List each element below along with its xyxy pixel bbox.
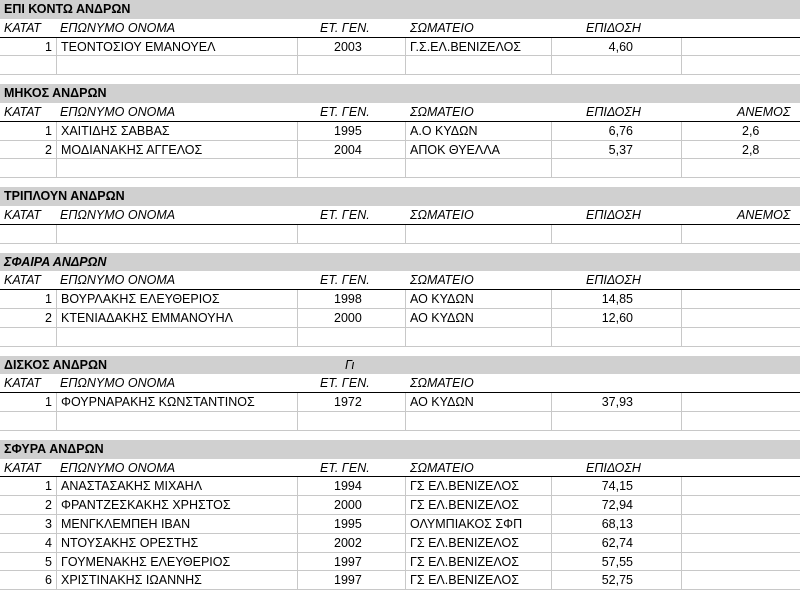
empty-row [0,159,800,178]
table-row [0,122,800,141]
header-performance: ΕΠΙΔΟΣΗ [586,104,641,119]
header-wind: ΑΝΕΜΟΣ [737,207,791,222]
section-gap [0,178,800,187]
empty-cell [682,56,800,74]
header-name: ΕΠΩΝΥΜΟ ΟΝΟΜΑ [60,20,176,35]
cell-birth-year: 2000 [298,496,406,514]
cell-performance: 68,13 [552,515,682,533]
cell-club: ΓΣ ΕΛ.ΒΕΝΙΖΕΛΟΣ [406,496,552,514]
cell-club: ΑΟ ΚΥΔΩΝ [406,290,552,308]
cell-birth-year: 2004 [298,141,406,159]
table-row [0,141,800,160]
event-section [0,253,800,356]
event-title-row [0,84,800,103]
header-club: ΣΩΜΑΤΕΙΟ [410,104,474,119]
event-section [0,356,800,440]
cell-wind [682,477,800,495]
event-section [0,0,800,84]
event-title: ΕΠΙ ΚΟΝΤΩ ΑΝΔΡΩΝ [4,2,131,16]
table-row [0,571,800,590]
cell-club: Α.Ο ΚΥΔΩΝ [406,122,552,140]
empty-cell [298,225,406,243]
table-row [0,393,800,412]
cell-rank: 1 [0,38,57,56]
cell-club: ΑΟ ΚΥΔΩΝ [406,393,552,411]
cell-name: ΚΤΕΝΙΑΔΑΚΗΣ ΕΜΜΑΝΟΥΗΛ [57,309,298,327]
event-title-row [0,440,800,459]
cell-name: ΒΟΥΡΛΑΚΗΣ ΕΛΕΥΘΕΡΙΟΣ [57,290,298,308]
header-wind [682,374,800,392]
header-name: ΕΠΩΝΥΜΟ ΟΝΟΜΑ [60,104,176,119]
header-rank: ΚΑΤΑΤ [4,460,41,475]
cell-performance: 12,60 [552,309,682,327]
empty-row [0,328,800,347]
cell-rank: 2 [0,309,57,327]
header-performance: ΕΠΙΔΟΣΗ [586,460,641,475]
cell-name: ΧΑΙΤΙΔΗΣ ΣΑΒΒΑΣ [57,122,298,140]
empty-cell [57,225,298,243]
cell-birth-year: 1994 [298,477,406,495]
header-birth-year: ΕΤ. ΓΕΝ. [320,460,370,475]
header-wind: ΑΝΕΜΟΣ [737,104,791,119]
empty-row [0,56,800,75]
header-birth-year: ΕΤ. ΓΕΝ. [320,104,370,119]
cell-birth-year: 2002 [298,534,406,552]
cell-birth-year: 2000 [298,309,406,327]
cell-performance: 52,75 [552,571,682,589]
cell-club: ΓΣ ΕΛ.ΒΕΝΙΖΕΛΟΣ [406,477,552,495]
cell-club: ΓΣ ΕΛ.ΒΕΝΙΖΕΛΟΣ [406,571,552,589]
cell-rank: 2 [0,496,57,514]
empty-cell [0,328,57,346]
cell-wind: 2,6 [742,123,760,138]
table-row [0,534,800,553]
empty-cell [57,56,298,74]
cell-wind [682,571,800,589]
empty-cell [0,412,57,430]
event-title: ΣΦΥΡΑ ΑΝΔΡΩΝ [4,441,104,456]
column-header-row [0,459,800,478]
column-header-row [0,271,800,290]
empty-cell [552,412,682,430]
event-title-row [0,253,800,272]
header-rank: ΚΑΤΑΤ [4,273,41,288]
empty-cell [298,328,406,346]
event-section [0,440,800,590]
header-club: ΣΩΜΑΤΕΙΟ [410,273,474,288]
cell-club: ΑΠΟΚ ΘΥΕΛΛΑ [406,141,552,159]
cell-wind [682,309,800,327]
cell-wind: 2,8 [742,142,760,157]
empty-cell [298,159,406,177]
header-club: ΣΩΜΑΤΕΙΟ [410,20,474,35]
table-row [0,309,800,328]
column-header-row [0,374,800,393]
header-club: ΣΩΜΑΤΕΙΟ [410,207,474,222]
empty-row [0,412,800,431]
cell-performance: 4,60 [552,38,682,56]
cell-performance: 6,76 [552,122,682,140]
empty-cell [0,159,57,177]
cell-performance: 14,85 [552,290,682,308]
cell-birth-year: 1997 [298,553,406,571]
event-title-row [0,187,800,206]
cell-wind [682,38,800,56]
header-performance [552,374,682,392]
empty-cell [552,56,682,74]
cell-club: ΟΛΥΜΠΙΑΚΟΣ ΣΦΠ [406,515,552,533]
empty-cell [682,328,800,346]
column-header-row [0,206,800,225]
cell-wind [682,393,800,411]
empty-cell [682,159,800,177]
cell-name: ΜΟΔΙΑΝΑΚΗΣ ΑΓΓΕΛΟΣ [57,141,298,159]
cell-rank: 1 [0,393,57,411]
header-birth-year: ΕΤ. ΓΕΝ. [320,273,370,288]
event-title-row [0,0,800,19]
header-name: ΕΠΩΝΥΜΟ ΟΝΟΜΑ [60,273,176,288]
header-performance: ΕΠΙΔΟΣΗ [586,207,641,222]
header-rank: ΚΑΤΑΤ [4,20,41,35]
header-rank: ΚΑΤΑΤ [4,207,41,222]
empty-cell [298,56,406,74]
event-title: ΣΦΑΙΡΑ ΑΝΔΡΩΝ [4,254,107,269]
cell-wind [682,553,800,571]
header-wind [682,459,800,477]
cell-rank: 3 [0,515,57,533]
column-header-row [0,19,800,38]
empty-cell [57,159,298,177]
cell-name: ΝΤΟΥΣΑΚΗΣ ΟΡΕΣΤΗΣ [57,534,298,552]
event-title-row [0,356,800,375]
event-section [0,187,800,252]
event-title: ΤΡΙΠΛΟΥΝ ΑΝΔΡΩΝ [4,189,125,204]
empty-cell [298,412,406,430]
empty-cell [57,412,298,430]
empty-cell [682,412,800,430]
event-title: ΔΙΣΚΟΣ ΑΝΔΡΩΝ [4,357,108,372]
cell-wind [682,290,800,308]
cell-club: ΓΣ ΕΛ.ΒΕΝΙΖΕΛΟΣ [406,553,552,571]
cell-name: ΤΕΟΝΤΟΣΙΟΥ ΕΜΑΝΟΥΕΛ [57,38,298,56]
cell-birth-year: 1995 [298,515,406,533]
cell-club: ΓΣ ΕΛ.ΒΕΝΙΖΕΛΟΣ [406,534,552,552]
empty-cell [406,225,552,243]
cell-rank: 2 [0,141,57,159]
header-birth-year: ΕΤ. ΓΕΝ. [320,207,370,222]
cell-birth-year: 1972 [298,393,406,411]
empty-cell [552,159,682,177]
table-row [0,515,800,534]
header-performance: ΕΠΙΔΟΣΗ [586,20,641,35]
table-row [0,290,800,309]
cell-club: ΑΟ ΚΥΔΩΝ [406,309,552,327]
event-note: Γι [345,357,355,372]
cell-rank: 1 [0,290,57,308]
header-wind [682,271,800,289]
empty-row [0,225,800,244]
section-gap [0,431,800,440]
table-row [0,553,800,572]
cell-rank: 1 [0,477,57,495]
header-wind [682,19,800,37]
empty-cell [406,159,552,177]
cell-wind [682,496,800,514]
cell-birth-year: 2003 [298,38,406,56]
cell-name: ΦΟΥΡΝΑΡΑΚΗΣ ΚΩΝΣΤΑΝΤΙΝΟΣ [57,393,298,411]
section-gap [0,75,800,84]
header-name: ΕΠΩΝΥΜΟ ΟΝΟΜΑ [60,207,176,222]
header-club: ΣΩΜΑΤΕΙΟ [410,460,474,475]
cell-name: ΑΝΑΣΤΑΣΑΚΗΣ ΜΙΧΑΗΛ [57,477,298,495]
header-name: ΕΠΩΝΥΜΟ ΟΝΟΜΑ [60,376,176,391]
cell-birth-year: 1998 [298,290,406,308]
event-title: ΜΗΚΟΣ ΑΝΔΡΩΝ [4,86,107,101]
event-section [0,84,800,187]
empty-cell [57,328,298,346]
cell-rank: 4 [0,534,57,552]
table-row [0,496,800,515]
empty-cell [0,56,57,74]
empty-cell [552,225,682,243]
section-gap [0,244,800,253]
table-row [0,38,800,57]
empty-cell [682,225,800,243]
cell-birth-year: 1997 [298,571,406,589]
header-birth-year: ΕΤ. ΓΕΝ. [320,376,370,391]
header-performance: ΕΠΙΔΟΣΗ [586,273,641,288]
cell-performance: 5,37 [552,141,682,159]
cell-birth-year: 1995 [298,122,406,140]
empty-cell [406,56,552,74]
column-header-row [0,103,800,122]
header-rank: ΚΑΤΑΤ [4,104,41,119]
cell-performance: 74,15 [552,477,682,495]
cell-club: Γ.Σ.ΕΛ.ΒΕΝΙΖΕΛΟΣ [406,38,552,56]
cell-rank: 1 [0,122,57,140]
cell-wind [682,515,800,533]
cell-performance: 37,93 [552,393,682,411]
cell-name: ΧΡΙΣΤΙΝΑΚΗΣ ΙΩΑΝΝΗΣ [57,571,298,589]
cell-rank: 5 [0,553,57,571]
empty-cell [552,328,682,346]
cell-name: ΦΡΑΝΤΖΕΣΚΑΚΗΣ ΧΡΗΣΤΟΣ [57,496,298,514]
section-gap [0,347,800,356]
cell-rank: 6 [0,571,57,589]
empty-cell [406,412,552,430]
header-name: ΕΠΩΝΥΜΟ ΟΝΟΜΑ [60,460,176,475]
cell-performance: 72,94 [552,496,682,514]
header-rank: ΚΑΤΑΤ [4,376,41,391]
cell-name: ΜΕΝΓΚΛΕΜΠΕΗ ΙΒΑΝ [57,515,298,533]
header-birth-year: ΕΤ. ΓΕΝ. [320,20,370,35]
empty-cell [406,328,552,346]
table-row [0,477,800,496]
empty-cell [0,225,57,243]
header-club: ΣΩΜΑΤΕΙΟ [410,376,474,391]
cell-performance: 62,74 [552,534,682,552]
cell-name: ΓΟΥΜΕΝΑΚΗΣ ΕΛΕΥΘΕΡΙΟΣ [57,553,298,571]
cell-performance: 57,55 [552,553,682,571]
